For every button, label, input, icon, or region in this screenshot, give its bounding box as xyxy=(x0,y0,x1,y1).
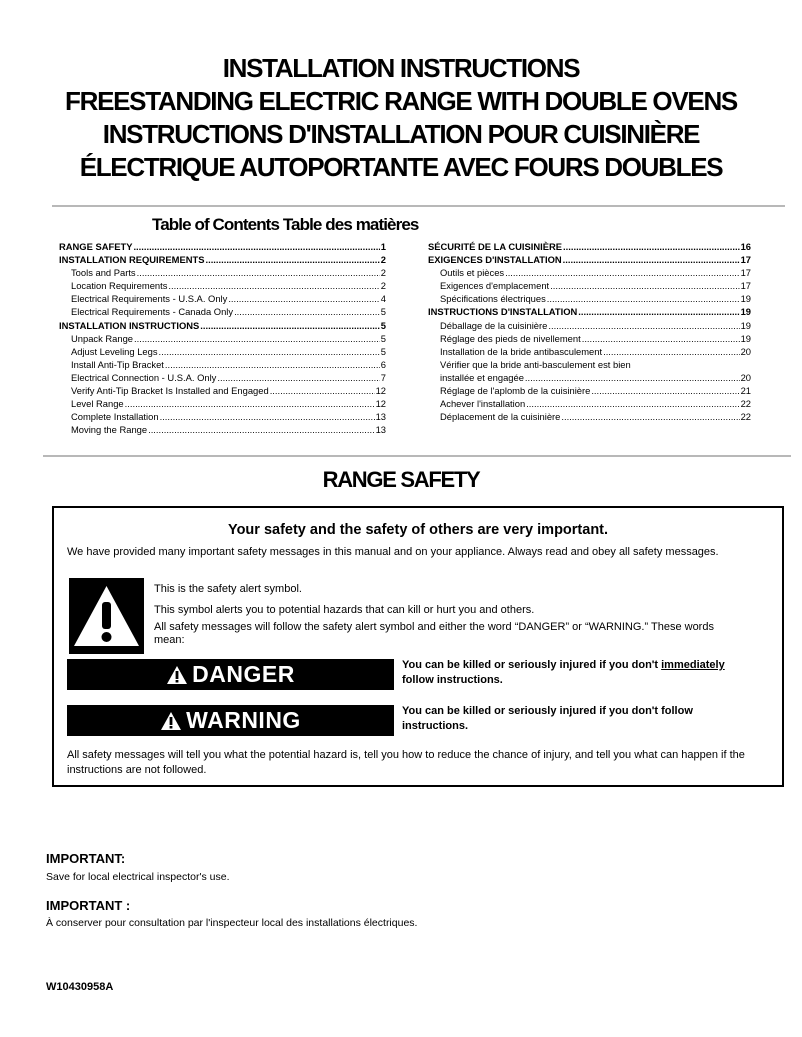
toc-entry-label: Spécifications électriques xyxy=(440,293,546,305)
safety-intro: We have provided many important safety messages in this manual and on your appliance. Always read and obey all safety messages. xyxy=(67,546,719,558)
toc-entry xyxy=(428,240,751,253)
warning-description: You can be killed or seriously injured if you don't follow instructions. xyxy=(402,705,693,732)
toc-entry-page: 1 xyxy=(380,241,386,252)
toc-entry-page: 19 xyxy=(740,293,751,305)
toc-leader-dots xyxy=(159,345,380,358)
toc-entry-label: RANGE SAFETY xyxy=(59,241,133,252)
danger-description xyxy=(402,658,752,688)
divider xyxy=(52,205,785,207)
toc-entry-page: 20 xyxy=(740,371,751,383)
toc-entry-label: INSTALLATION INSTRUCTIONS xyxy=(59,319,200,331)
toc-entry-page: 2 xyxy=(380,254,386,266)
danger-text-emphasis: immediately xyxy=(661,659,725,671)
toc-entry-page: 6 xyxy=(380,358,386,370)
document-title xyxy=(0,52,802,184)
title-line-3: INSTRUCTIONS D'INSTALLATION POUR CUISINIÈRE xyxy=(102,119,700,149)
toc-entry xyxy=(428,332,751,345)
danger-text: You can be killed or seriously injured if you don't xyxy=(402,659,662,671)
toc-leader-dots xyxy=(550,279,739,292)
toc-entry xyxy=(59,410,386,423)
toc-entry-page: 19 xyxy=(740,319,751,331)
toc-entry-page: 21 xyxy=(740,385,751,397)
toc-entry xyxy=(428,345,751,358)
toc-entry-page: 12 xyxy=(375,385,386,397)
important-text-en: Save for local electrical inspector's use. xyxy=(46,871,230,883)
toc-entry xyxy=(59,279,386,292)
toc-entry-page: 5 xyxy=(380,332,386,344)
divider xyxy=(43,455,791,457)
toc-leader-dots xyxy=(168,279,379,292)
toc-entry-page: 20 xyxy=(740,345,751,357)
toc-leader-dots xyxy=(137,266,380,279)
toc-leader-dots xyxy=(200,319,380,332)
toc-entry xyxy=(59,305,386,318)
toc-leader-dots xyxy=(217,371,379,384)
toc-leader-dots xyxy=(548,319,739,332)
toc-entry-label: INSTRUCTIONS D'INSTALLATION xyxy=(428,306,578,318)
toc-leader-dots xyxy=(234,305,380,318)
warning-triangle-icon xyxy=(160,711,182,731)
toc-entry-page: 17 xyxy=(740,267,751,279)
toc-entry-page: 2 xyxy=(380,267,386,279)
toc-entry-page: 22 xyxy=(740,411,751,423)
toc-entry-label: Electrical Connection - U.S.A. Only xyxy=(71,371,217,383)
toc-entry-label: Install Anti-Tip Bracket xyxy=(71,358,164,370)
toc-entry-label: Location Requirements xyxy=(71,280,168,292)
toc-leader-dots xyxy=(270,384,375,397)
toc-leader-dots xyxy=(563,253,740,266)
toc-entry xyxy=(428,305,751,318)
toc-entry-page: 22 xyxy=(740,398,751,410)
toc-leader-dots xyxy=(160,410,375,423)
toc-entry-label: Réglage des pieds de nivellement xyxy=(440,332,581,344)
toc-entry-label: EXIGENCES D'INSTALLATION xyxy=(428,254,562,266)
toc-leader-dots xyxy=(134,332,380,345)
toc-entry-page: 17 xyxy=(740,254,751,266)
toc-entry xyxy=(59,358,386,371)
warning-triangle-icon xyxy=(166,665,188,685)
toc-entry xyxy=(428,319,751,332)
toc-entry xyxy=(59,397,386,410)
toc-leader-dots xyxy=(591,384,739,397)
toc-entry xyxy=(428,279,751,292)
toc-entry-label: Verify Anti-Tip Bracket Is Installed and Engaged xyxy=(71,385,269,397)
toc-entry-label: Déballage de la cuisinière xyxy=(440,319,548,331)
toc-entry-label: Complete Installation xyxy=(71,411,159,423)
toc-entry-label: Moving the Range xyxy=(71,424,148,436)
warning-triangle-icon xyxy=(69,578,144,654)
toc-leader-dots xyxy=(505,266,739,279)
toc-leader-dots xyxy=(578,305,739,318)
toc-entry-page: 2 xyxy=(380,280,386,292)
danger-banner xyxy=(67,659,394,690)
toc-entry-label: Installation de la bride antibasculement xyxy=(440,345,603,357)
important-heading-en: IMPORTANT: xyxy=(46,851,126,866)
toc-entry xyxy=(428,266,751,279)
toc-entry xyxy=(59,371,386,384)
toc-entry-label: Vérifier que la bride anti-basculement est bien xyxy=(440,358,631,370)
toc-entry-label: Exigences d'emplacement xyxy=(440,280,550,292)
toc-entry-page: 19 xyxy=(740,332,751,344)
toc-entry xyxy=(59,266,386,279)
document-id: W10430958A xyxy=(46,981,114,993)
toc-entry-page: 13 xyxy=(375,424,386,436)
toc-leader-dots xyxy=(525,371,740,384)
toc-leader-dots xyxy=(547,292,740,305)
danger-label: DANGER xyxy=(192,661,295,687)
toc-leader-dots xyxy=(165,358,380,371)
toc-entry-label: Achever l'installation xyxy=(440,398,526,410)
toc-entry xyxy=(59,319,386,332)
toc-right-column xyxy=(428,240,751,423)
important-text-fr: À conserver pour consultation par l'inspecteur local des installations électriques. xyxy=(46,917,418,929)
alert-line-1: This is the safety alert symbol. xyxy=(154,583,302,595)
safety-box xyxy=(52,506,784,787)
toc-leader-dots xyxy=(148,423,374,436)
toc-leader-dots xyxy=(228,292,379,305)
toc-entry-page: 19 xyxy=(740,306,751,318)
toc-entry-page: 5 xyxy=(380,319,386,331)
warning-label: WARNING xyxy=(186,707,301,733)
toc-entry xyxy=(428,358,751,371)
toc-leader-dots xyxy=(561,410,739,423)
toc-entry xyxy=(59,292,386,305)
toc-entry-label: SÉCURITÉ DE LA CUISINIÈRE xyxy=(428,241,563,252)
toc-entry-label: Level Range xyxy=(71,398,124,410)
toc-entry-label: Electrical Requirements - U.S.A. Only xyxy=(71,293,228,305)
toc-entry-label: Outils et pièces xyxy=(440,267,505,279)
toc-leader-dots xyxy=(205,253,379,266)
toc-entry-label: Réglage de l'aplomb de la cuisinière xyxy=(440,385,591,397)
toc-leader-dots xyxy=(563,240,740,253)
alert-line-2: This symbol alerts you to potential hazards that can kill or hurt you and others. xyxy=(154,604,535,616)
toc-entry xyxy=(59,423,386,436)
toc-entry-page: 7 xyxy=(380,371,386,383)
toc-entry-page: 17 xyxy=(740,280,751,292)
toc-entry-label: Electrical Requirements - Canada Only xyxy=(71,306,234,318)
alert-line-3: All safety messages will follow the safety alert symbol and either the word “DANGER” or “WARNING.” These words mean: xyxy=(154,621,714,646)
toc-leader-dots xyxy=(125,397,375,410)
toc-entry-label: Tools and Parts xyxy=(71,267,136,279)
toc-entry-page: 4 xyxy=(380,293,386,305)
toc-entry xyxy=(428,384,751,397)
toc-leader-dots xyxy=(582,332,740,345)
important-heading-fr: IMPORTANT : xyxy=(46,898,131,913)
toc-entry-label: Déplacement de la cuisinière xyxy=(440,411,561,423)
section-title: RANGE SAFETY xyxy=(322,467,480,492)
toc-entry xyxy=(428,253,751,266)
toc-entry-label: installée et engagée xyxy=(440,371,524,383)
toc-entry xyxy=(59,240,386,253)
toc-left-column xyxy=(59,240,386,436)
toc-heading: Table of Contents Table des matières xyxy=(152,215,419,234)
toc-entry-page: 13 xyxy=(375,411,386,423)
toc-entry-label: Adjust Leveling Legs xyxy=(71,345,158,357)
toc-entry xyxy=(428,410,751,423)
toc-entry xyxy=(59,384,386,397)
title-line-2: FREESTANDING ELECTRIC RANGE WITH DOUBLE OVENS xyxy=(65,86,737,116)
warning-banner xyxy=(67,705,394,736)
toc-entry-label: INSTALLATION REQUIREMENTS xyxy=(59,254,205,266)
toc-entry xyxy=(59,253,386,266)
toc-leader-dots xyxy=(603,345,739,358)
toc-entry xyxy=(59,345,386,358)
toc-entry-label: Unpack Range xyxy=(71,332,134,344)
title-line-1: INSTALLATION INSTRUCTIONS xyxy=(222,53,580,83)
danger-text-end: follow instructions. xyxy=(402,674,503,686)
toc-entry-page: 16 xyxy=(740,241,751,252)
toc-entry xyxy=(428,292,751,305)
safety-heading: Your safety and the safety of others are very important. xyxy=(227,522,609,538)
toc-entry-page: 12 xyxy=(375,398,386,410)
toc-leader-dots xyxy=(526,397,739,410)
toc-entry xyxy=(428,397,751,410)
toc-entry xyxy=(59,332,386,345)
toc-entry xyxy=(428,371,751,384)
toc-leader-dots xyxy=(133,240,379,253)
toc-entry-page: 5 xyxy=(380,306,386,318)
title-line-4: ÉLECTRIQUE AUTOPORTANTE AVEC FOURS DOUBLES xyxy=(79,152,723,182)
safety-footer: All safety messages will tell you what the potential hazard is, tell you how to reduce the chance of injury, and tell you what can happen if the instructions are not followed. xyxy=(67,749,745,776)
toc-entry-page: 5 xyxy=(380,345,386,357)
